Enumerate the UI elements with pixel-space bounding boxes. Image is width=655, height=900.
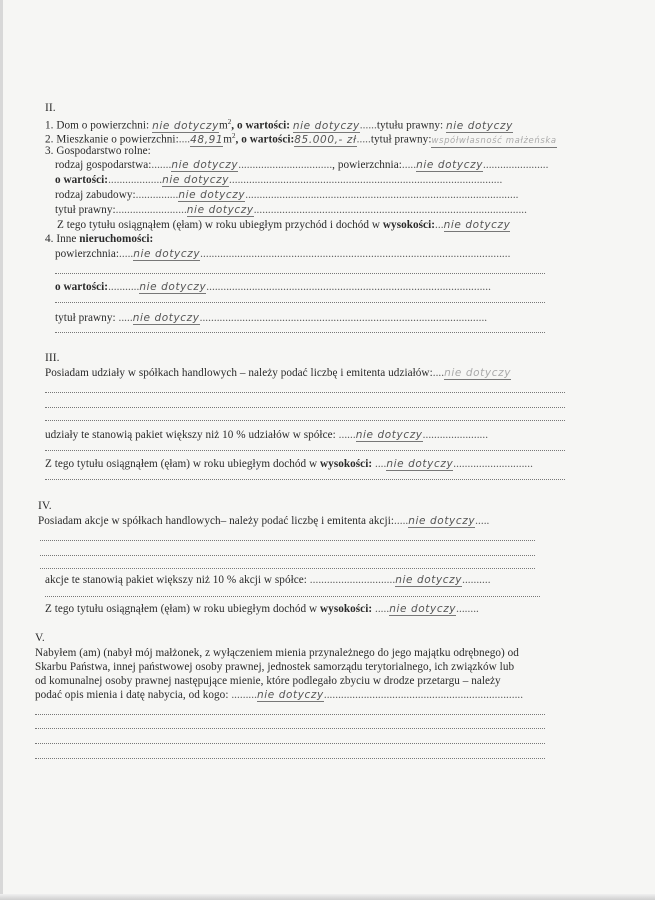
blank-line <box>40 568 535 570</box>
scan-edge <box>0 0 3 900</box>
other-title-label: tytuł prawny: <box>55 312 116 324</box>
shares-income-label: Z tego tytułu osiągnąłem (ęłam) w roku ubiegłym dochód w <box>45 458 318 470</box>
blank-line <box>45 596 540 598</box>
blank-line <box>35 743 545 745</box>
shares-pct-row: udziały te stanowią pakiet większy niż 10 % udziałów w spółce: ......nie dotyczy....................... <box>45 429 489 441</box>
stocks-income-value: nie dotyczy <box>389 603 457 615</box>
other-value: nie dotyczy <box>139 281 207 293</box>
other-area: nie dotyczy <box>133 248 201 260</box>
house-value-label: , o wartości: <box>231 119 291 132</box>
stocks-row: Posiadam akcje w spółkach handlowych– należy podać liczbę i emitenta akcji:.....nie dotyczy..... <box>38 515 490 527</box>
stocks-pct-label: akcje te stanowią pakiet większy niż 10 % akcji w spółce: <box>45 574 307 586</box>
shares-value: nie dotyczy <box>444 367 512 379</box>
blank-line <box>55 332 545 334</box>
farm-income-label: Z tego tytułu osiągnąłem (ęłam) w roku ubiegłym przychód i dochód w <box>57 219 381 231</box>
other-value-label: o wartości: <box>55 281 109 293</box>
farm-build-label: rodzaj zabudowy: <box>55 189 136 201</box>
farm-value: nie dotyczy <box>162 174 230 186</box>
farm-income-bold: wysokości: <box>382 219 436 231</box>
farm-value-label: o wartości: <box>55 174 109 186</box>
apartment-label: 2. Mieszkanie o powierzchni: <box>45 133 179 146</box>
blank-line <box>45 450 565 452</box>
shares-income-value: nie dotyczy <box>386 458 454 470</box>
house-label: 1. Dom o powierzchni: <box>45 119 150 132</box>
blank-line <box>45 407 565 409</box>
scan-edge-bottom <box>0 894 655 900</box>
farm-value-row: o wartości:...................nie dotyczy................................................................................................ <box>55 174 503 186</box>
other-heading-text: 4. Inne <box>45 233 77 245</box>
farm-title: nie dotyczy <box>186 204 254 216</box>
farm-income: nie dotyczy <box>443 219 511 231</box>
house-title-label: tytułu prawny: <box>376 119 444 132</box>
blank-line <box>45 479 565 481</box>
shares-pct-label: udziały te stanowią pakiet większy niż 10 % udziałów w spółce: <box>45 429 336 441</box>
stocks-pct-value: nie dotyczy <box>395 574 463 586</box>
other-area-row: powierzchnia:.....nie dotyczy............................................................................................................. <box>55 248 511 260</box>
section-v-heading: V. <box>35 632 45 644</box>
other-title: nie dotyczy <box>132 312 200 324</box>
stocks-income-label: Z tego tytułu osiągnąłem (ęłam) w roku ubiegłym dochód w <box>45 603 318 615</box>
blank-line <box>35 728 545 730</box>
farm-title-row: tytuł prawny:.........................nie dotyczy................................................................................................ <box>55 204 527 216</box>
farm-type-row: rodzaj gospodarstwa:.......nie dotyczy................................., powierzchnia:.....nie dotyczy....................... <box>55 159 549 171</box>
stocks-pct-row: akcje te stanowią pakiet większy niż 10 % akcji w spółce: ..............................nie dotyczy.......... <box>45 574 491 586</box>
stocks-income-bold: wysokości: <box>320 603 373 615</box>
apartment-title-label: tytuł prawny: <box>370 133 432 146</box>
farm-type-label: rodzaj gospodarstwa: <box>55 159 152 171</box>
stocks-label: Posiadam akcje w spółkach handlowych– należy podać liczbę i emitenta akcji: <box>38 515 395 527</box>
apartment-value-label: , o wartości: <box>235 133 295 146</box>
blank-line <box>40 540 535 542</box>
farm-type: nie dotyczy <box>171 159 239 171</box>
stocks-income-row: Z tego tytułu osiągnąłem (ęłam) w roku ubiegłym dochód w wysokości: .....nie dotyczy........ <box>45 603 479 615</box>
apartment-title: współwłasność małżeńska <box>431 135 557 146</box>
apartment-row: 2. Mieszkanie o $powierzchni:....48,91m^2$, o wartości:85.000,- zł.....tytuł prawny:współwłasność małżeńska <box>45 132 557 146</box>
farm-build-row: rodzaj zabudowy:...............nie dotyczy................................................................................................ <box>55 189 519 201</box>
section-ii-heading: II. <box>45 102 56 114</box>
farm-income-row: Z tego tytułu osiągnąłem (ęłam) w roku ubiegłym przychód i dochód w wysokości:...nie dotyczy <box>57 219 511 231</box>
acquired-line-4: podać opis mienia i datę nabycia, od kogo: .........nie dotyczy...................................................................... <box>35 689 524 701</box>
acquired-line-2: Skarbu Państwa, innej państwowej osoby prawnej, jednostek samorządu terytorialnego, ich związków lub <box>35 661 515 673</box>
farm-area-label: , powierzchnia: <box>332 159 402 171</box>
blank-line <box>40 555 535 557</box>
blank-line <box>45 420 565 422</box>
blank-line <box>35 714 545 716</box>
apartment-area: 48,91 <box>190 133 224 146</box>
farm-heading: 3. Gospodarstwo rolne: <box>45 145 151 157</box>
blank-line <box>45 392 565 394</box>
house-value: nie dotyczy <box>292 119 360 132</box>
other-title-row: tytuł prawny: .....nie dotyczy..................................................................................................... <box>55 312 488 324</box>
acquired-line-3: od komunalnej osoby prawnej następujące mienie, które podlegało zbyciu w drodze przetargu – należy <box>35 675 501 687</box>
house-area: nie dotyczy <box>152 119 219 132</box>
house-title: nie dotyczy <box>446 119 513 132</box>
blank-line <box>35 758 545 760</box>
blank-line <box>55 273 545 275</box>
acquired-line-1: Nabyłem (am) (nabył mój małżonek, z wyłączeniem mienia przynależnego do jego majątku odrębnego) od <box>35 647 519 659</box>
stocks-value: nie dotyczy <box>408 515 476 527</box>
shares-pct-value: nie dotyczy <box>355 429 423 441</box>
shares-income-bold: wysokości: <box>320 458 373 470</box>
other-heading <box>45 233 153 246</box>
other-heading-bold: nieruchomości: <box>79 233 154 245</box>
farm-build: nie dotyczy <box>178 189 246 201</box>
farm-area: nie dotyczy <box>416 159 484 171</box>
shares-income-row: Z tego tytułu osiągnąłem (ęłam) w roku ubiegłym dochód w wysokości: ....nie dotyczy............................ <box>45 458 533 470</box>
shares-label: Posiadam udziały w spółkach handlowych – należy podać liczbę i emitenta udziałów: <box>45 367 433 379</box>
apartment-value: 85.000,- zł <box>294 133 357 146</box>
blank-line <box>55 302 545 304</box>
farm-title-label: tytuł prawny: <box>55 204 116 216</box>
acquired-value: nie dotyczy <box>256 689 324 701</box>
house-unit: m <box>218 119 228 132</box>
shares-row: Posiadam udziały w spółkach handlowych – należy podać liczbę i emitenta udziałów:....nie dotyczy <box>45 367 512 379</box>
other-area-label: powierzchnia: <box>55 248 120 260</box>
apartment-unit: m <box>223 133 232 146</box>
section-iv-heading: IV. <box>38 500 52 512</box>
house-row: 1. Dom o powierzchni: nie dotyczym$^2$, o wartości: nie dotyczy......tytułu prawny: nie dotyczy <box>45 118 513 132</box>
acquired-label: podać opis mienia i datę nabycia, od kogo: <box>35 689 229 701</box>
section-iii-heading: III. <box>45 352 60 364</box>
other-value-row: o wartości:...........nie dotyczy.................................................................................................... <box>55 281 491 293</box>
